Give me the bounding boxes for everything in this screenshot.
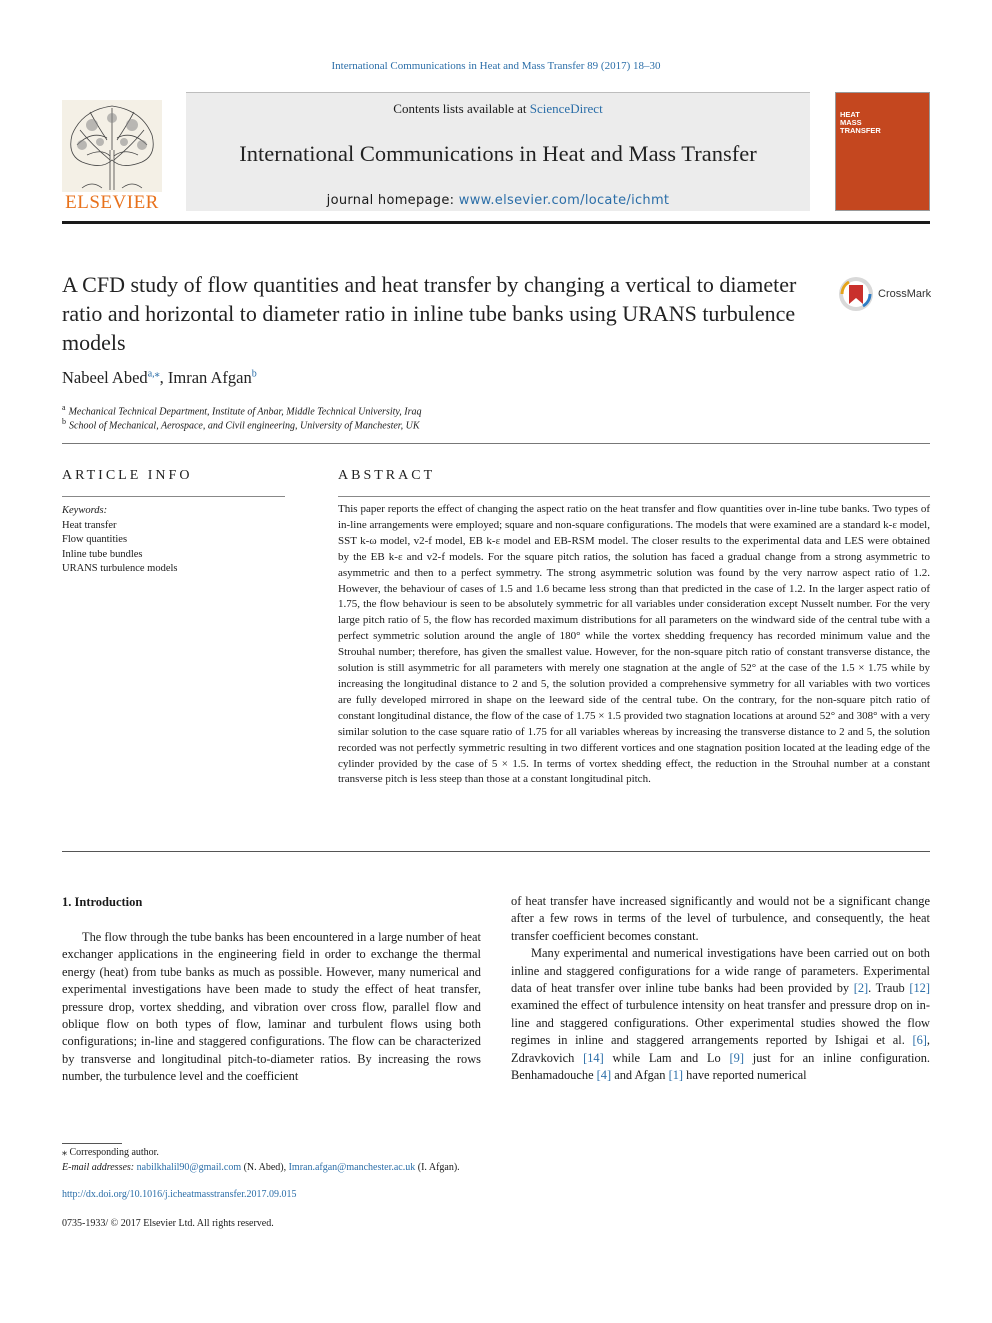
abstract-text: This paper reports the effect of changing the aspect ratio on the heat transfer and flow quantities over in-line tube banks. Two types of in-line arrangements were employed; square and non-square configurations. The models that were examined are a standard k-ε model, SST k-ω model, v2-f model, EB k-ε model and EB-RSM model. The closer results to the experimental data and LES were obtained by the EB k-ε and v2-f models. For the square pitch ratios, the solution has faced a gradual change from a strong asymmetric to asymmetric and then to a perfect symmetry. The strong asymmetric solution was found by the very narrow aspect ratio of 1.2. However, the behaviour of cases of 1.5 and 1.6 became less strong than that predicted in the case of 1.2. In the larger aspect ratio of 1.75, the flow behaviour is seen to be absolutely symmetric for all variables under consideration except Nusselt number. For the very large pitch ratio of 5, the flow has recorded maximum distributions for all parameters on the windward side of the central tube with a perfect symmetric solution around the angle of 180° while the vortex shedding frequency has recorded minimum value and the Strouhal number; therefore, has given the smallest value. However, for the non-square pitch ratio of constant transverse distance, the solution is still asymmetric for all parameters with merely one stagnation at the angle of 52° at the case of the 1.5 × 1.75 while by increasing the longitudinal distance to 2 and 5, the solution provided a comprehensive symmetry for all variables with two vortices are fully developed mirrored in shape on the leeward side of the central tube. On the contrary, for the non-square pitch ratio of constant longitudinal distance, the flow of the case of 1.75 × 1.5 provided two stagnation locations at around 52° and 308° with a very similar solution to the case square ratio of 1.75 for all variables whereas by increasing the transverse distance to 2 and 5, the solution recorded was not perfectly symmetric resulting in two different vortices and one stagnation position located at the leading edge of the cylinder provided by the case of 5 × 1.5. In terms of vortex shedding effect, the reduction in the Strouhal number at a constant transverse pitch is less steep than those at a constant longitudinal pitch. (338, 503, 930, 786)
crossmark-badge[interactable] (838, 276, 938, 312)
paragraph: The flow through the tube banks has been encountered in a large number of heat exchanger applications in the engineering field in order to exchange the thermal energy (heat) from tube banks as much as possible. However, many numerical and experimental investigations have been made to study the effect of heat transfer, pressure drop, vortex shedding, and vibration over cross flow, parallel flow and oblique flow on both types of flow, laminar and turbulent flows using both configurations; in-line and staggered configurations. The flow can be characterized by transverse and longitudinal pitch-to-diameter ratios. By increasing the rows number, the turbulence level and the coefficient (62, 930, 481, 1084)
citation-link[interactable]: [1] (668, 1068, 684, 1083)
journal-header (186, 92, 810, 211)
journal-reference[interactable]: International Communications in Heat and Mass Transfer 89 (2017) 18–30 (331, 60, 661, 72)
cover-title-line: MASS (840, 118, 862, 127)
author-list: Nabeel Abed$^{a,⁎}$, Imran Afgan$^b$ (62, 368, 257, 387)
paragraph: of heat transfer have increased significantly and would not be a significant change after a few rows in terms of the level of turbulence, and consequently, the heat transfer coefficient becomes constant. (511, 894, 930, 943)
citation-link[interactable]: [14] (583, 1050, 604, 1065)
article-info-heading: ARTICLE INFO (62, 468, 193, 483)
contents-line: Contents lists available at ScienceDirect (393, 101, 603, 116)
homepage-link[interactable]: www.elsevier.com/locate/ichmt (458, 193, 670, 208)
copyright-notice: 0735-1933/ © 2017 Elsevier Ltd. All rights reserved. (62, 1218, 274, 1229)
footnote-divider (62, 1143, 122, 1144)
corresponding-author-note: ⁎ Corresponding author. (62, 1147, 159, 1158)
sciencedirect-link[interactable]: ScienceDirect (529, 101, 603, 116)
email-addresses: E-mail addresses: nabilkhalil90@gmail.com (N. Abed), Imran.afgan@manchester.ac.uk (I. Afgan). (62, 1162, 460, 1173)
journal-cover-thumbnail[interactable] (835, 92, 930, 211)
author-affiliation-mark[interactable]: a,⁎ (147, 368, 160, 380)
homepage-line: journal homepage: www.elsevier.com/locate/ichmt (326, 193, 670, 208)
divider (62, 496, 285, 497)
author-affiliation-mark[interactable]: b (251, 368, 257, 380)
cover-title-line: TRANSFER (840, 126, 881, 135)
citation-link[interactable]: [12] (909, 981, 930, 996)
doi-link[interactable]: http://dx.doi.org/10.1016/j.icheatmasstransfer.2017.09.015 (62, 1189, 297, 1200)
divider (62, 443, 930, 444)
publisher-wordmark: ELSEVIER (65, 192, 159, 213)
body-column-right (511, 893, 930, 1084)
paragraph: Many experimental and numerical investigations have been carried out on both inline and staggered configurations for a wide range of parameters. Experimental data of heat transfer over inline tube banks had been provided by [2]. Traub [12] examined the effect of turbulence intensity on heat transfer and pressure drop on in-line and staggered configurations. Other experimental studies showed the flow regimes in inline and staggered arrangements reported by Ishigai et al. [6], Zdravkovich [14] while Lam and Lo [9] just for an inline configuration. Benhamadouche [4] and Afgan [1] have reported numerical (511, 946, 930, 1083)
keywords-label: Keywords: (62, 505, 108, 516)
citation-link[interactable]: [4] (596, 1068, 612, 1083)
keyword: Flow quantities (62, 534, 128, 545)
affiliation: $^b$ School of Mechanical, Aerospace, and Civil engineering, University of Manchester, UK (62, 417, 420, 432)
divider (338, 496, 930, 497)
affiliation: $^a$ Mechanical Technical Department, Institute of Anbar, Middle Technical University, Iraq (62, 403, 422, 418)
keyword: Inline tube bundles (62, 548, 143, 560)
abstract-heading: ABSTRACT (338, 468, 436, 483)
section-heading: 1. Introduction (62, 895, 143, 909)
body-column-left (62, 929, 481, 1086)
citation-link[interactable]: [9] (729, 1050, 744, 1065)
cover-title-line: HEAT (840, 110, 860, 119)
citation-link[interactable]: [2] (853, 981, 869, 996)
elsevier-logo (62, 100, 162, 212)
article-title: A CFD study of flow quantities and heat transfer by changing a vertical to diameter ratio and horizontal to diameter ratio in inline tube banks using URANS turbulence models (62, 272, 797, 355)
crossmark-icon (838, 276, 874, 312)
divider (62, 851, 930, 852)
citation-link[interactable]: [6] (912, 1033, 927, 1048)
author-name: Imran Afgan (167, 368, 252, 387)
email-link[interactable]: Imran.afgan@manchester.ac.uk (288, 1162, 416, 1173)
keyword: Heat transfer (62, 519, 117, 531)
keywords-block (62, 504, 285, 577)
keyword: URANS turbulence models (62, 563, 178, 574)
crossmark-label: CrossMark (878, 288, 932, 300)
author-name: Nabeel Abed (62, 368, 148, 387)
journal-title: International Communications in Heat and Mass Transfer (239, 141, 757, 166)
header-divider (62, 221, 930, 224)
email-link[interactable]: nabilkhalil90@gmail.com (136, 1162, 242, 1173)
